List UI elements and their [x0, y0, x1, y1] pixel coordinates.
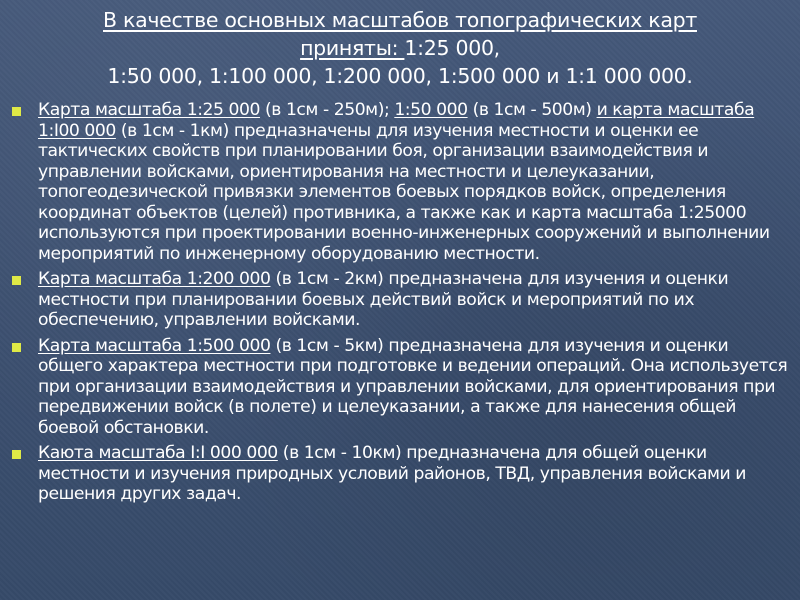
bullet-item-4: [10, 443, 790, 505]
slide-title: [10, 6, 790, 90]
bullet-list: [10, 100, 790, 510]
square-bullet-icon: [12, 276, 21, 285]
title-line-3: [10, 62, 790, 90]
bullet-1-text-c: (в 1см - 1км) предназначены для изучения местности и оценки ее тактических свойств при планировании боя, организации взаимодействия и управлении войсками, ориентирования на местности и целеуказании, топогеодезической привязки элементов боевых порядков войск, определения координат объектов (целей) противника, а также как и карта масштаба 1:25000 используются при проектировании военно-инженерных сооружений и выполнении мероприятий по инженерному оборудованию местности.: [38, 120, 770, 264]
title-scales-list: 1:50 000, 1:100 000, 1:200 000, 1:500 000 и 1:1 000 000.: [107, 64, 693, 88]
bullet-3-text: (в 1см - 5км) предназначена для изучения и оценки общего характера местности при подготовке и ведении операций. Она используется при организации взаимодействия и управлении войсками, для ориентирования при передвижении войск (в полете) и целеуказании, а также для нанесения общей боевой обстановки.: [38, 335, 788, 438]
title-underlined-text: В качестве основных масштабов топографических карт: [103, 8, 697, 32]
bullet-1-text-a: (в 1см - 250м);: [259, 100, 395, 120]
title-scale-text: 1:25 000,: [404, 36, 500, 60]
bullet-4-scale-1000000: Каюта масштаба I:I 000 000: [38, 443, 278, 463]
bullet-1-text-b: (в 1см - 500м): [467, 100, 597, 120]
bullet-3-scale-500000: Карта масштаба 1:500 000: [38, 335, 271, 356]
bullet-1-scale-100000: и карта масштаба 1:I00 000: [38, 100, 755, 141]
title-underlined-text-2: приняты:: [300, 36, 405, 60]
bullet-item-3: [10, 336, 790, 439]
bullet-item-2: [10, 269, 790, 331]
bullet-2-text: (в 1см - 2км) предназначена для изучения и оценки местности при планировании боевых действий войск и мероприятий по их обеспечению, управлении войсками.: [38, 269, 729, 330]
bullet-item-1: [10, 100, 790, 264]
square-bullet-icon: [12, 107, 21, 116]
title-line-1: [10, 6, 790, 34]
bullet-1-scale-50000: 1:50 000: [394, 100, 468, 120]
bullet-2-scale-200000: Карта масштаба 1:200 000: [38, 269, 271, 289]
title-line-2: [10, 34, 790, 62]
square-bullet-icon: [12, 343, 21, 352]
square-bullet-icon: [12, 450, 21, 459]
bullet-1-scale-25000: Карта масштаба 1:25 000: [38, 100, 260, 120]
bullet-4-text: (в 1см - 10км) предназначена для общей оценки местности и изучения природных условий районов, ТВД, управления войсками и решения других задач.: [38, 443, 747, 504]
